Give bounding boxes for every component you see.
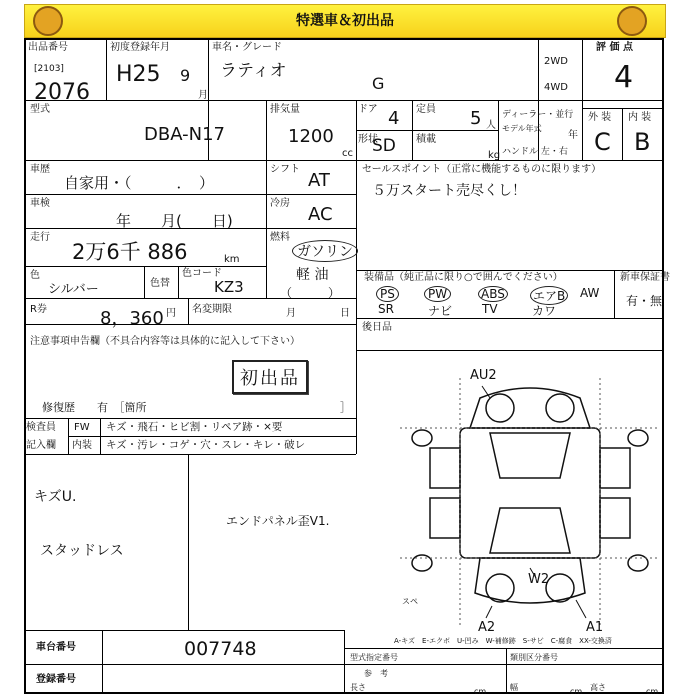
shape-value: SD [372,136,396,156]
equipment-airbag: エアB [530,286,568,305]
mascot-icon-right [617,6,647,36]
type-number-label: 型式指定番号 [350,653,398,662]
damage-mark-a1: A1 [586,620,604,635]
recycle-unit: 円 [166,308,176,319]
tax-day-unit: 日 [340,308,350,319]
capacity-label: 定員 [416,104,436,115]
tax-month-unit: 月 [286,308,296,319]
divider [266,160,267,298]
divider [144,266,145,298]
inspector-row1-label: FW [74,422,90,433]
fuel-gasoline: ガソリン [292,240,358,262]
car-name: ラティオ [220,61,287,81]
divider [356,350,664,351]
displacement-unit: cc [342,148,353,159]
divider [356,270,664,271]
load-label: 積載 [416,134,436,145]
color-label: 色 [30,270,40,281]
color-value: シルバー [48,282,99,297]
fuel-other: （ ） [280,286,341,300]
doors-label: ドア [358,104,378,115]
equipment-pw: PW [424,286,451,302]
ref-label: 参 考 [364,669,388,678]
divider [100,418,101,454]
remark-studless: スタッドレス [40,543,124,559]
shift-label: シフト [270,164,300,175]
divider [24,100,664,101]
shift-value: AT [308,170,330,191]
divider [102,630,103,694]
damage-mark-au2: AU2 [470,368,497,383]
new-warranty-value: 有・無 [626,294,663,308]
divider [506,648,507,694]
length-unit: cm [474,687,487,696]
divider [356,350,357,454]
notes-label: 注意事項申告欄（不具合内容等は具体的に記入して下さい） [30,336,300,347]
divider [344,648,664,649]
mileage-value: 2万6千 886 [72,240,188,264]
mileage-label: 走行 [30,232,50,243]
model-year-label: モデル年式 [502,124,542,133]
inspector-label-bottom: 記入欄 [26,440,56,451]
class-number-label: 類別区分番号 [510,653,558,662]
color-code: KZ3 [214,278,244,296]
divider [622,108,623,160]
model-value: DBA-N17 [144,124,225,145]
width-unit: cm [570,687,583,696]
recycle-value: 8，360 [100,308,164,329]
drive-2wd: 2WD [544,56,568,67]
inspection-label: 車検 [30,198,50,209]
equipment-aw: AW [580,286,600,300]
inspection-value: 年 月( 日) [116,212,233,230]
height-unit: cm [646,687,659,696]
sales-point-label: セールスポイント（正常に機能するものに限ります） [362,164,602,175]
equipment-label: 装備品（純正品に限り○で囲んでください） [364,272,563,283]
doors-value: 4 [388,108,400,129]
inspector-label-top: 検査員 [26,422,56,433]
divider [68,436,356,437]
score-exterior-label: 外 装 [588,112,612,123]
divider [538,38,539,160]
divider [68,418,69,454]
divider [24,630,344,631]
divider [24,454,356,455]
car-damage-diagram [400,378,660,628]
repair-label: 修復歴 有 ［箇所 [42,401,147,414]
score-exterior: C [594,128,611,156]
capacity-value: 5 [470,108,482,129]
displacement-value: 1200 [288,126,334,147]
dealer-label: ディーラー・並行 [502,110,574,120]
color-code-label: 色コード [182,268,222,279]
model-label: 型式 [30,104,50,115]
equipment-ps: PS [376,286,399,302]
model-year-unit: 年 [568,130,578,141]
score-label: 評 価 点 [596,42,633,53]
score-value: 4 [614,60,634,95]
lot-label: 出品番号 [28,42,68,53]
registration-month-unit: 月 [198,90,208,101]
score-interior: B [634,128,651,156]
fuel-diesel: 軽 油 [296,267,329,283]
registration-label: 初度登録年月 [110,42,170,53]
lot-code: [2103] [34,64,64,74]
fuel-label: 燃料 [270,232,290,243]
aircon-value: AC [308,204,333,225]
history-value: 自家用・（ ． ） [64,174,215,192]
mileage-unit: km [224,254,240,265]
inspector-row1-items: キズ・飛石・ヒビ割・リペア跡・×要 [106,421,283,433]
divider [356,318,664,319]
divider [188,454,189,630]
header-title: 特選車＆初出品 [296,13,394,29]
divider [614,270,615,318]
diagram-note: スペ [402,597,418,606]
sales-point-value: ５万スタート売尽くし！ [372,183,526,199]
header-bar [24,4,666,38]
equipment-abs: ABS [478,286,508,302]
width-label: 幅 [510,683,518,692]
recycle-label: R券 [30,304,47,315]
damage-mark-w2: W2 [528,572,550,587]
load-unit: kg [488,150,501,161]
remark-end-panel: エンドパネル歪V1. [226,514,330,528]
color-alt-label: 色替 [150,278,170,289]
divider [24,194,356,195]
equipment-sr: SR [378,302,394,316]
handle-label: ハンドル 左・右 [502,147,568,157]
length-label: 長さ [350,683,366,692]
divider [24,324,356,325]
divider [344,630,345,694]
divider [24,418,356,419]
drive-4wd: 4WD [544,82,568,93]
equipment-navi: ナビ [428,304,453,318]
divider [356,130,498,131]
displacement-label: 排気量 [270,104,300,115]
inspector-row2-items: キズ・汚レ・コゲ・穴・スレ・キレ・破レ [106,439,306,451]
divider [24,160,664,161]
remark-scratch: キズU. [34,489,77,505]
divider [356,160,357,350]
equipment-tv: TV [482,302,498,316]
repair-end: ］ [340,401,351,414]
car-grade: G [372,74,385,93]
damage-mark-a2: A2 [478,620,496,635]
divider [266,100,267,160]
registration-year: H25 [116,62,161,87]
chassis-value: 007748 [184,638,257,660]
history-label: 車歴 [30,164,50,175]
new-warranty-label: 新車保証書 [620,272,670,283]
shape-label: 形状 [358,134,378,145]
first-listing-stamp: 初出品 [232,360,308,394]
divider [178,266,179,298]
damage-legend: A-キズ E-エクボ U-凹み W-補修跡 S-サビ C-腐食 XX-交換済 [394,637,612,645]
reg-number-label: 登録番号 [36,674,76,685]
score-interior-label: 内 装 [628,112,652,123]
registration-month: 9 [180,66,191,85]
tax-label: 名変期限 [192,304,232,315]
divider [24,266,266,267]
equipment-leather: カワ [532,304,557,318]
chassis-label: 車台番号 [36,642,76,653]
aircon-label: 冷房 [270,198,290,209]
divider [582,108,664,109]
divider [106,38,107,100]
divider [188,298,189,324]
height-label: 高さ [590,683,606,692]
lot-number: 2076 [34,80,90,105]
mascot-icon-left [33,6,63,36]
divider [582,38,583,160]
capacity-unit: 人 [486,120,496,131]
rear-seat-label: 後日品 [362,322,392,333]
inspector-row2-label: 内装 [72,440,92,451]
car-name-label: 車名・グレード [212,42,282,53]
